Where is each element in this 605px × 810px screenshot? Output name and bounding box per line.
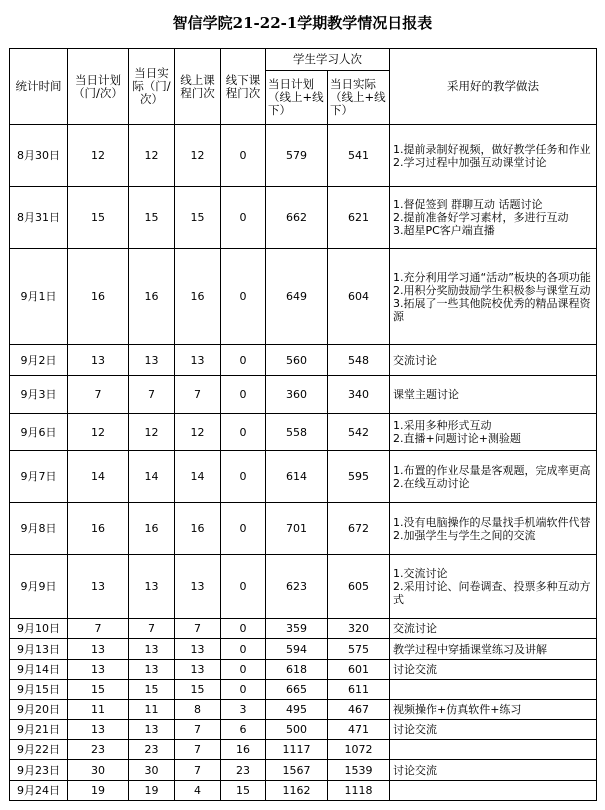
methods-cell [390, 451, 597, 503]
offline-cell: 15 [221, 781, 266, 801]
students-actual-cell: 1539 [328, 760, 390, 781]
plan-cell: 23 [68, 740, 129, 760]
actual-cell: 12 [129, 414, 175, 451]
table-row [10, 503, 597, 555]
offline-cell: 6 [221, 720, 266, 740]
date-cell: 9月21日 [10, 720, 68, 740]
methods-cell [390, 619, 597, 639]
students-actual-cell: 1072 [328, 740, 390, 760]
method-line: 讨论交流 [393, 723, 437, 736]
plan-cell: 15 [68, 187, 129, 249]
students-actual-cell: 605 [328, 555, 390, 619]
actual-cell: 19 [129, 781, 175, 801]
date-cell: 9月2日 [10, 345, 68, 376]
table-row [10, 125, 597, 187]
methods-cell [390, 503, 597, 555]
method-line: 讨论交流 [393, 763, 437, 777]
date-cell: 9月15日 [10, 680, 68, 700]
students-plan-cell: 579 [266, 125, 328, 187]
actual-cell: 7 [129, 619, 175, 639]
offline-cell: 0 [221, 187, 266, 249]
students-plan-cell: 701 [266, 503, 328, 555]
plan-cell: 13 [68, 720, 129, 740]
plan-cell: 12 [68, 125, 129, 187]
offline-cell: 0 [221, 414, 266, 451]
methods-cell [390, 187, 597, 249]
online-cell: 13 [175, 555, 221, 619]
offline-cell: 0 [221, 376, 266, 414]
students-plan-cell: 623 [266, 555, 328, 619]
actual-cell: 13 [129, 660, 175, 680]
date-cell: 8月30日 [10, 125, 68, 187]
offline-cell: 0 [221, 249, 266, 345]
actual-cell: 7 [129, 376, 175, 414]
date-cell: 9月10日 [10, 619, 68, 639]
students-plan-cell: 359 [266, 619, 328, 639]
table-body [10, 125, 597, 801]
methods-cell [390, 376, 597, 414]
table-row [10, 249, 597, 345]
table-row [10, 781, 597, 801]
date-cell: 9月8日 [10, 503, 68, 555]
students-plan-cell: 1117 [266, 740, 328, 760]
method-line: 2.提前准备好学习素材，多进行互动 [393, 211, 569, 224]
plan-cell: 15 [68, 680, 129, 700]
students-plan-cell: 495 [266, 700, 328, 720]
plan-cell: 7 [68, 376, 129, 414]
method-line: 1.布置的作业尽量是客观题，完成率更高 [393, 463, 591, 477]
table-row [10, 639, 597, 660]
methods-cell [390, 760, 597, 781]
students-plan-cell: 360 [266, 376, 328, 414]
plan-cell: 19 [68, 781, 129, 801]
method-line: 讨论交流 [393, 663, 437, 676]
online-cell: 13 [175, 345, 221, 376]
table-row [10, 345, 597, 376]
date-cell: 9月14日 [10, 660, 68, 680]
online-cell: 13 [175, 660, 221, 680]
date-cell: 9月22日 [10, 740, 68, 760]
actual-cell: 15 [129, 680, 175, 700]
students-actual-cell: 1118 [328, 781, 390, 801]
table-row [10, 414, 597, 451]
table-row [10, 376, 597, 414]
plan-cell: 13 [68, 639, 129, 660]
method-line: 教学过程中穿插课堂练习及讲解 [393, 642, 547, 656]
actual-cell: 14 [129, 451, 175, 503]
plan-cell: 13 [68, 660, 129, 680]
online-cell: 7 [175, 740, 221, 760]
offline-cell: 3 [221, 700, 266, 720]
header-students-plan: 当日计划（线上+线下） [266, 71, 328, 125]
actual-cell: 11 [129, 700, 175, 720]
table-row [10, 760, 597, 781]
header-methods: 采用好的教学做法 [390, 49, 597, 125]
date-cell: 9月23日 [10, 760, 68, 781]
table-row [10, 740, 597, 760]
date-cell: 9月3日 [10, 376, 68, 414]
header-plan: 当日计划（门/次） [68, 49, 129, 125]
method-line: 2.直播+问题讨论+测验题 [393, 432, 521, 445]
method-line: 1.交流讨论 [393, 567, 448, 580]
date-cell: 9月13日 [10, 639, 68, 660]
offline-cell: 0 [221, 619, 266, 639]
online-cell: 15 [175, 680, 221, 700]
method-line: 交流讨论 [393, 622, 437, 635]
table-row [10, 555, 597, 619]
students-actual-cell: 542 [328, 414, 390, 451]
date-cell: 9月7日 [10, 451, 68, 503]
actual-cell: 13 [129, 720, 175, 740]
online-cell: 7 [175, 376, 221, 414]
method-line: 2.学习过程中加强互动课堂讨论 [393, 155, 547, 169]
online-cell: 8 [175, 700, 221, 720]
students-actual-cell: 595 [328, 451, 390, 503]
online-cell: 7 [175, 619, 221, 639]
plan-cell: 12 [68, 414, 129, 451]
table-row [10, 619, 597, 639]
date-cell: 8月31日 [10, 187, 68, 249]
method-line: 3.超星PC客户端直播 [393, 224, 495, 237]
online-cell: 16 [175, 249, 221, 345]
online-cell: 14 [175, 451, 221, 503]
students-actual-cell: 548 [328, 345, 390, 376]
date-cell: 9月6日 [10, 414, 68, 451]
students-plan-cell: 665 [266, 680, 328, 700]
header-offline: 线下课程门次 [221, 49, 266, 125]
offline-cell: 0 [221, 555, 266, 619]
plan-cell: 14 [68, 451, 129, 503]
method-line: 课堂主题讨论 [393, 388, 459, 401]
method-line: 2.在线互动讨论 [393, 476, 470, 490]
offline-cell: 0 [221, 503, 266, 555]
methods-cell [390, 639, 597, 660]
actual-cell: 13 [129, 639, 175, 660]
methods-cell [390, 781, 597, 801]
actual-cell: 16 [129, 503, 175, 555]
methods-cell [390, 249, 597, 345]
method-line: 1.充分利用学习通“活动”板块的各项功能 [393, 270, 591, 284]
online-cell: 13 [175, 639, 221, 660]
date-cell: 9月20日 [10, 700, 68, 720]
report-table [9, 48, 597, 801]
page-title: 智信学院21-22-1学期教学情况日报表 [172, 14, 433, 32]
plan-cell: 13 [68, 555, 129, 619]
methods-cell [390, 660, 597, 680]
offline-cell: 23 [221, 760, 266, 781]
header-actual: 当日实际（门/次） [129, 49, 175, 125]
students-actual-cell: 604 [328, 249, 390, 345]
students-plan-cell: 618 [266, 660, 328, 680]
plan-cell: 16 [68, 503, 129, 555]
students-plan-cell: 558 [266, 414, 328, 451]
method-line: 2.采用讨论、问卷调查、投票多种互动方式 [393, 580, 591, 606]
offline-cell: 0 [221, 680, 266, 700]
plan-cell: 7 [68, 619, 129, 639]
plan-cell: 16 [68, 249, 129, 345]
method-line: 1.采用多种形式互动 [393, 419, 492, 432]
actual-cell: 12 [129, 125, 175, 187]
students-plan-cell: 614 [266, 451, 328, 503]
students-actual-cell: 621 [328, 187, 390, 249]
students-plan-cell: 594 [266, 639, 328, 660]
online-cell: 12 [175, 414, 221, 451]
actual-cell: 30 [129, 760, 175, 781]
methods-cell [390, 125, 597, 187]
actual-cell: 15 [129, 187, 175, 249]
date-cell: 9月9日 [10, 555, 68, 619]
offline-cell: 0 [221, 345, 266, 376]
methods-cell [390, 345, 597, 376]
method-line: 2.用积分奖励鼓励学生积极参与课堂互动 [393, 283, 591, 297]
students-plan-cell: 1162 [266, 781, 328, 801]
methods-cell [390, 555, 597, 619]
header-time: 统计时间 [10, 49, 68, 125]
method-line: 1.提前录制好视频，做好教学任务和作业 [393, 142, 591, 156]
students-actual-cell: 601 [328, 660, 390, 680]
plan-cell: 13 [68, 345, 129, 376]
students-actual-cell: 467 [328, 700, 390, 720]
students-plan-cell: 662 [266, 187, 328, 249]
students-plan-cell: 500 [266, 720, 328, 740]
students-plan-cell: 560 [266, 345, 328, 376]
date-cell: 9月1日 [10, 249, 68, 345]
students-actual-cell: 541 [328, 125, 390, 187]
header-students-actual: 当日实际（线上+线下） [328, 71, 390, 125]
table-row [10, 720, 597, 740]
students-actual-cell: 471 [328, 720, 390, 740]
offline-cell: 0 [221, 639, 266, 660]
table-row [10, 700, 597, 720]
header-online: 线上课程门次 [175, 49, 221, 125]
online-cell: 7 [175, 760, 221, 781]
students-actual-cell: 672 [328, 503, 390, 555]
actual-cell: 13 [129, 555, 175, 619]
online-cell: 16 [175, 503, 221, 555]
students-plan-cell: 1567 [266, 760, 328, 781]
methods-cell [390, 740, 597, 760]
online-cell: 15 [175, 187, 221, 249]
offline-cell: 0 [221, 451, 266, 503]
students-actual-cell: 340 [328, 376, 390, 414]
offline-cell: 16 [221, 740, 266, 760]
offline-cell: 0 [221, 125, 266, 187]
students-actual-cell: 575 [328, 639, 390, 660]
method-line: 视频操作+仿真软件+练习 [393, 703, 522, 716]
online-cell: 4 [175, 781, 221, 801]
actual-cell: 16 [129, 249, 175, 345]
table-row [10, 451, 597, 503]
method-line: 2.加强学生与学生之间的交流 [393, 528, 536, 542]
offline-cell: 0 [221, 660, 266, 680]
method-line: 1.督促签到 群聊互动 话题讨论 [393, 198, 543, 211]
date-cell: 9月24日 [10, 781, 68, 801]
table-row [10, 187, 597, 249]
plan-cell: 30 [68, 760, 129, 781]
plan-cell: 11 [68, 700, 129, 720]
method-line: 1.没有电脑操作的尽量找手机端软件代替 [393, 515, 591, 529]
methods-cell [390, 680, 597, 700]
methods-cell [390, 414, 597, 451]
table-row [10, 660, 597, 680]
method-line: 交流讨论 [393, 353, 437, 367]
actual-cell: 23 [129, 740, 175, 760]
table-row [10, 680, 597, 700]
online-cell: 12 [175, 125, 221, 187]
actual-cell: 13 [129, 345, 175, 376]
students-actual-cell: 611 [328, 680, 390, 700]
students-plan-cell: 649 [266, 249, 328, 345]
header-students-group: 学生学习人次 [266, 49, 390, 71]
methods-cell [390, 720, 597, 740]
methods-cell [390, 700, 597, 720]
students-actual-cell: 320 [328, 619, 390, 639]
method-line: 3.拓展了一些其他院校优秀的精品课程资源 [393, 296, 591, 323]
online-cell: 7 [175, 720, 221, 740]
